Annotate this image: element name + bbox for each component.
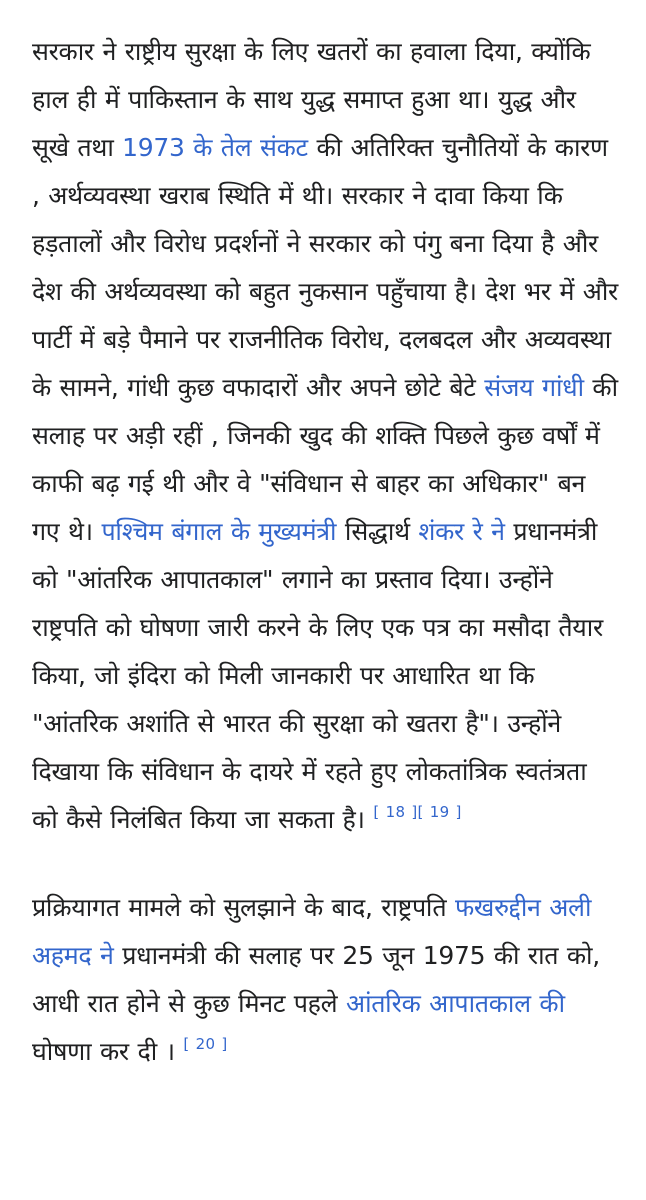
paragraph-text: सिद्धार्थ bbox=[336, 517, 419, 546]
paragraph-text: प्रक्रियागत मामले को सुलझाने के बाद, राष्ट्रपति bbox=[32, 893, 455, 922]
citation-19[interactable]: [ 19 ] bbox=[417, 803, 462, 821]
citation-20[interactable]: [ 20 ] bbox=[183, 1035, 228, 1053]
paragraph-emergency-reasons bbox=[32, 28, 618, 844]
paragraph-text: की सलाह पर अड़ी रहीं , जिनकी खुद की शक्ति पिछले कुछ वर्षों में काफी बढ़ गई थी और वे "संविधान से बाहर का अधिकार" बन गए थे। bbox=[32, 373, 618, 546]
link-fakhruddin-ali-ahmed[interactable]: फखरुद्दीन अली अहमद ने bbox=[32, 893, 592, 970]
link-shankar-ray[interactable]: शंकर रे ने bbox=[418, 517, 505, 546]
paragraph-text: घोषणा कर दी । bbox=[32, 1037, 175, 1066]
link-west-bengal-chief-minister[interactable]: पश्चिम बंगाल के मुख्यमंत्री bbox=[101, 517, 337, 546]
link-internal-emergency[interactable]: आंतरिक आपातकाल की bbox=[345, 989, 565, 1018]
paragraph-emergency-declaration bbox=[32, 884, 618, 1076]
paragraph-text: सरकार ने राष्ट्रीय सुरक्षा के लिए खतरों का हवाला दिया, क्योंकि हाल ही में पाकिस्तान के साथ युद्ध समाप्त हुआ था। युद्ध और सूखे तथा bbox=[32, 37, 591, 162]
paragraph-text: प्रधानमंत्री की सलाह पर 25 जून 1975 की रात को, आधी रात होने से कुछ मिनट पहले bbox=[32, 941, 600, 1018]
link-1973-oil-crisis[interactable]: 1973 के तेल संकट bbox=[122, 133, 308, 162]
paragraph-text: की अतिरिक्त चुनौतियों के कारण , अर्थव्यवस्था खराब स्थिति में थी। सरकार ने दावा किया कि हड़तालों और विरोध प्रदर्शनों ने सरकार को पंगु बना दिया है और देश की अर्थव्यवस्था को बहुत नुकसान पहुँचाया है। देश भर में और पार्टी में बड़े पैमाने पर राजनीतिक विरोध, दलबदल और अव्यवस्था के सामने, गांधी कुछ वफादारों और अपने छोटे बेटे bbox=[32, 133, 618, 402]
citation-18[interactable]: [ 18 ] bbox=[373, 803, 418, 821]
paragraph-text: प्रधानमंत्री को "आंतरिक आपातकाल" लगाने का प्रस्ताव दिया। उन्होंने राष्ट्रपति को घोषणा जारी करने के लिए एक पत्र का मसौदा तैयार किया, जो इंदिरा को मिली जानकारी पर आधारित था कि "आंतरिक अशांति से भारत की सुरक्षा को खतरा है"। उन्होंने दिखाया कि संविधान के दायरे में रहते हुए लोकतांत्रिक स्वतंत्रता को कैसे निलंबित किया जा सकता है। bbox=[32, 517, 603, 834]
link-sanjay-gandhi[interactable]: संजय गांधी bbox=[484, 373, 584, 402]
